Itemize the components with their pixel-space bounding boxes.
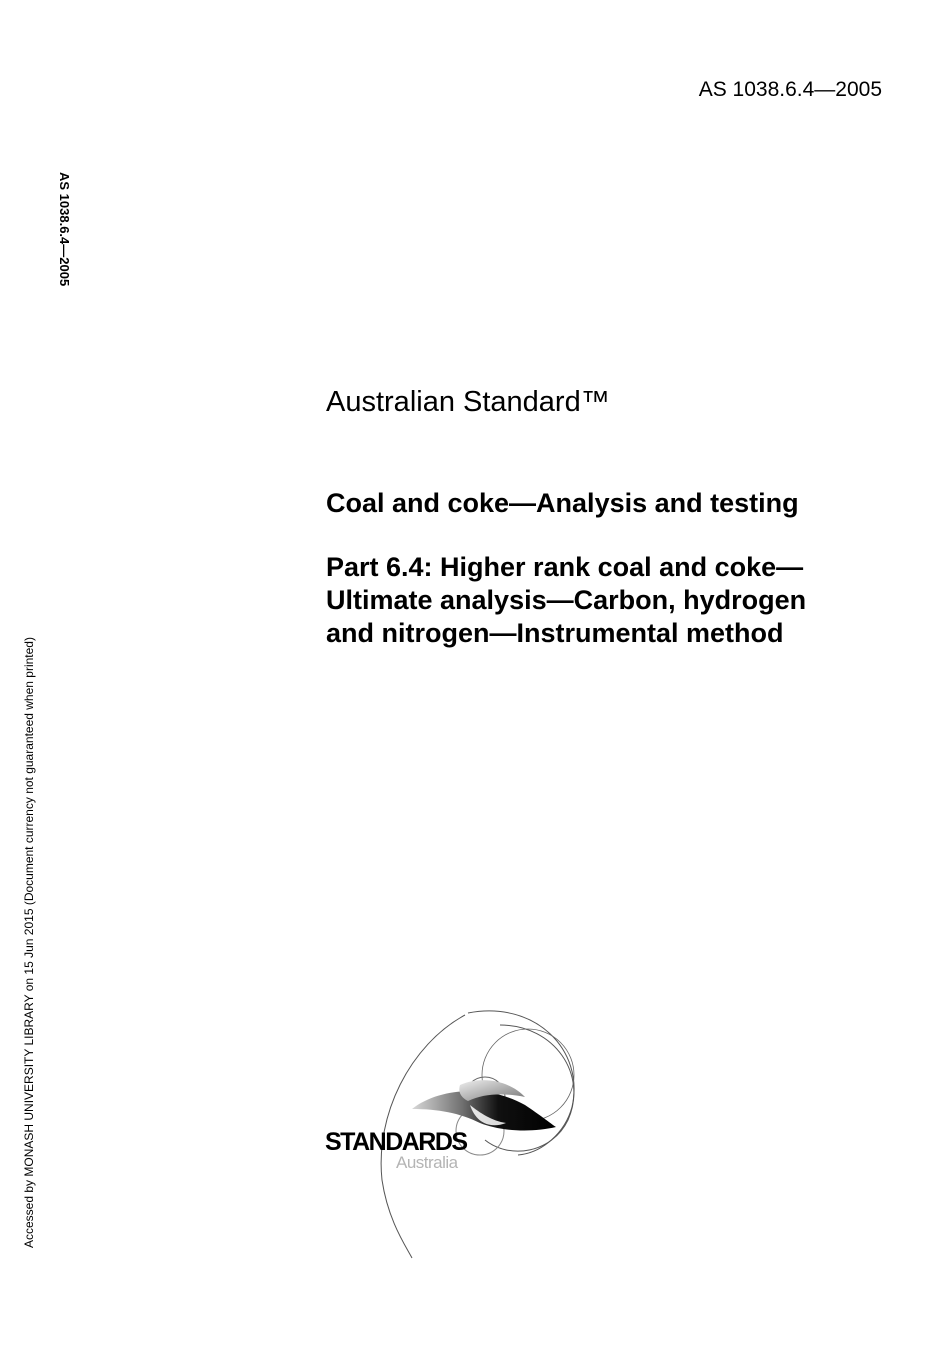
part-title-line-1: Part 6.4: Higher rank coal and coke— (326, 552, 804, 582)
standards-australia-logo (320, 1005, 590, 1270)
part-title-line-3: and nitrogen—Instrumental method (326, 618, 784, 648)
logo-subtitle: Australia (396, 1153, 458, 1172)
part-title-line-2: Ultimate analysis—Carbon, hydrogen (326, 585, 807, 615)
logo-wordmark: STANDARDS (325, 1128, 467, 1156)
document-number: AS 1038.6.4—2005 (698, 78, 882, 101)
spine-document-number: AS 1038.6.4—2005 (57, 172, 72, 287)
series-title: Coal and coke—Analysis and testing (326, 488, 799, 518)
part-title (326, 551, 886, 650)
brand-line: Australian Standard™ (326, 386, 610, 418)
access-watermark-note: Accessed by MONASH UNIVERSITY LIBRARY on 15 Jun 2015 (Document currency not guaranteed when printed) (22, 637, 36, 1248)
